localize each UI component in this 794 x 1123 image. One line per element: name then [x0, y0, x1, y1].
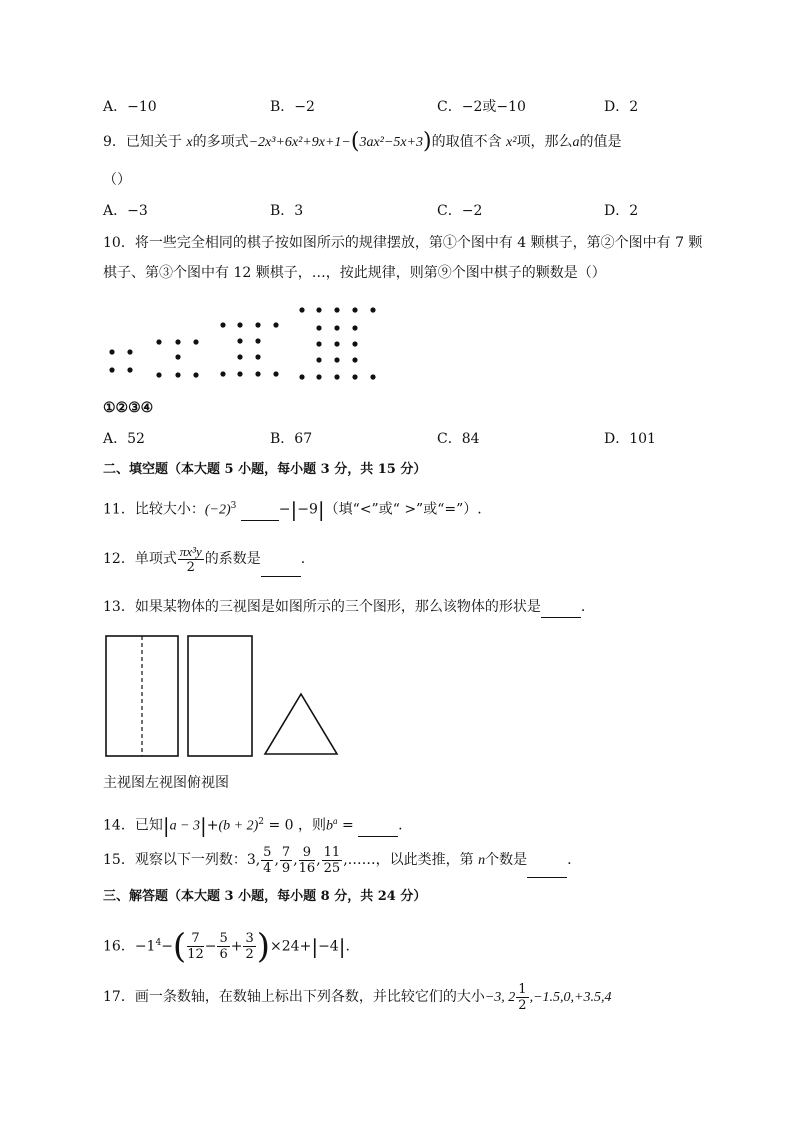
q9-suffix1: 的取值不含: [431, 134, 502, 150]
q11-minus: −: [278, 501, 291, 518]
q14-sq-expr: (b + 2): [218, 818, 259, 834]
q9-suffix2: 项，那么: [516, 134, 573, 150]
q11-hint: （填“<”或“ >”或“=”）.: [324, 501, 482, 518]
q11-abs-left: |: [290, 497, 298, 522]
q16-lparen: (: [172, 926, 187, 967]
q15-frac3-den: 16: [298, 860, 316, 876]
q17-mixed-den: 2: [518, 997, 527, 1013]
q16-tail: ×24+: [270, 938, 312, 955]
q15-fraction-2: [280, 845, 292, 876]
q17-stem: [103, 980, 611, 1015]
q16-prefix: 16．−1: [103, 938, 156, 955]
q12-answer-blank[interactable]: [261, 542, 301, 577]
q16-fraction-2: [217, 931, 229, 962]
q13-three-views-figure: [100, 630, 360, 760]
q9-var-x: x: [186, 135, 193, 150]
q15-frac1-num: 5: [263, 844, 272, 860]
q9-paren: （）: [103, 172, 131, 188]
q15-prefix: 15．观察以下一列数：3,: [103, 852, 261, 868]
q10-line2: 棋子、第③个图中有 12 颗棋子，…，按此规律，则第⑨个图中棋子的颗数是（）: [103, 265, 606, 281]
q9-stem: [103, 129, 622, 154]
q13-end: .: [580, 599, 586, 615]
q16-stem: [103, 923, 350, 967]
q15-suffix: 个数是: [485, 852, 528, 868]
q8-option-c: C．−2或−10: [437, 99, 526, 115]
q16-frac1-num: 7: [187, 931, 204, 947]
q14-abs-right: |: [200, 813, 207, 838]
q11-number: 11．比较大小：: [103, 501, 205, 518]
section2-title: 二、填空题（本大题 5 小题，每小题 3 分，共 15 分）: [103, 462, 427, 477]
q9-option-a: A．−3: [103, 203, 148, 219]
q10-option-c: C．84: [437, 431, 480, 447]
q17-mixed-fraction: [516, 982, 528, 1013]
q14-end: .: [398, 817, 403, 834]
q12-stem: [103, 542, 305, 577]
q9-option-d: D．2: [604, 203, 639, 219]
q12-denominator: 2: [186, 559, 195, 575]
q16-fraction-1: [187, 931, 204, 962]
q15-fraction-1: [261, 845, 273, 876]
q17-text: 17．画一条数轴，在数轴上标出下列各数，并比较它们的大小: [103, 989, 485, 1005]
q10-option-a: A．52: [103, 431, 145, 447]
q15-frac2-den: 9: [281, 860, 291, 876]
q16-abs-right: |: [338, 934, 346, 959]
q9-var-a: a: [572, 135, 580, 150]
q9-poly-b: 3ax²−5x+3: [359, 135, 423, 150]
q10-figure-labels: ①②③④: [103, 400, 154, 416]
q14-stem: [103, 811, 403, 837]
section3-title: 三、解答题（本大题 3 小题，每小题 8 分，共 24 分）: [103, 889, 427, 904]
q14-eq: = 0 ，则: [264, 817, 327, 834]
q14-result-exp: a: [333, 816, 338, 826]
q8-option-b: B．−2: [270, 99, 315, 115]
q17-nums-a: −3, 2: [484, 990, 516, 1005]
q16-abs-left: |: [311, 934, 319, 959]
q11-abs-val: −9: [297, 501, 318, 518]
q11-exp: 3: [230, 501, 237, 511]
q17-nums-b: ,−1.5,0,+3.5,4: [529, 990, 612, 1005]
q13-stem: [103, 597, 585, 618]
q16-op2: +: [230, 938, 243, 955]
q9-term: x²: [506, 135, 517, 150]
q15-end: .: [567, 852, 572, 868]
q10-option-d: D．101: [604, 431, 656, 447]
q14-result: b: [326, 818, 334, 834]
q15-fraction-4: [322, 845, 343, 876]
q15-fraction-3: [299, 845, 316, 876]
q15-stem: 15．观察以下一列数：3, $\frac{5}{4}$ , $\frac{7}{9}$ , $\frac{9}{16}$ , $\frac{11}{25}$ ,……，以此类推，第 n个数是 .: [103, 843, 572, 878]
q16-end: .: [345, 938, 350, 955]
q16-frac2-num: 5: [219, 931, 228, 947]
q14-abs-expr: a − 3: [169, 818, 201, 834]
q14-plus: +: [206, 817, 219, 834]
side-view-rect: [188, 636, 252, 756]
q12-fraction: [178, 544, 204, 575]
q16-minus: −: [161, 938, 173, 955]
q9-rparen: ): [423, 129, 432, 154]
q16-abs-val: −4: [318, 938, 339, 955]
q12-prefix: 12．单项式: [103, 551, 177, 567]
q14-abs-left: |: [162, 813, 170, 838]
q12-numerator: πx³y: [179, 543, 202, 559]
q14-sq-exp: 2: [258, 817, 265, 827]
q16-frac3-den: 2: [245, 947, 254, 963]
q12-end: .: [300, 551, 306, 567]
q15-var-n: n: [478, 853, 486, 868]
q15-frac4-num: 11: [323, 844, 341, 860]
q11-base: (−2): [204, 502, 231, 518]
q15-frac3-num: 9: [299, 845, 316, 861]
q14-prefix: 14．已知: [103, 817, 163, 834]
q8-option-d: D．2: [604, 99, 639, 115]
q14-answer-blank[interactable]: [358, 816, 398, 837]
q15-frac2-num: 7: [281, 844, 291, 860]
q16-frac3-num: 3: [245, 931, 254, 947]
q8-option-a: A．−10: [103, 99, 157, 115]
q16-rparen: ): [256, 926, 271, 967]
q16-frac2-den: 6: [219, 947, 228, 963]
q17-mixed-num: 1: [518, 981, 527, 997]
q11-stem: [103, 496, 482, 521]
q9-lparen: (: [350, 129, 360, 154]
q9-prefix: 已知关于: [125, 134, 182, 150]
q13-answer-blank[interactable]: [541, 597, 581, 618]
q10-option-b: B．67: [270, 431, 313, 447]
q9-poly-a: −2x³+6x²+9x+1−: [248, 135, 351, 150]
q9-number: 9．: [103, 134, 126, 150]
top-view-triangle: [265, 694, 337, 754]
q15-answer-blank[interactable]: [527, 843, 567, 878]
q9-option-c: C．−2: [437, 203, 483, 219]
q15-frac4-den: 25: [323, 860, 341, 876]
q12-suffix: 的系数是: [204, 551, 261, 567]
q16-frac1-den: 12: [187, 947, 204, 963]
q16-op1: −: [204, 938, 217, 955]
q16-exp: 4: [155, 938, 162, 948]
q16-fraction-3: [243, 931, 255, 962]
q14-eq2: =: [337, 817, 359, 834]
q9-option-b: B．3: [270, 203, 304, 219]
q9-suffix3: 的值是: [579, 134, 622, 150]
q13-caption: 主视图左视图俯视图: [103, 775, 229, 791]
q11-answer-blank[interactable]: [241, 500, 279, 521]
q15-frac1-den: 4: [263, 860, 272, 876]
q10-dot-figure: [100, 300, 400, 390]
q13-text: 13．如果某物体的三视图是如图所示的三个图形，那么该物体的形状是: [103, 599, 541, 615]
q9-mid: 的多项式: [192, 134, 249, 150]
q11-abs-right: |: [317, 497, 325, 522]
q10-line1: 10．将一些完全相同的棋子按如图所示的规律摆放，第①个图中有 4 颗棋子，第②个图中有 7 颗: [103, 235, 703, 251]
q15-dots: ,……，以此类推，第: [343, 852, 474, 868]
